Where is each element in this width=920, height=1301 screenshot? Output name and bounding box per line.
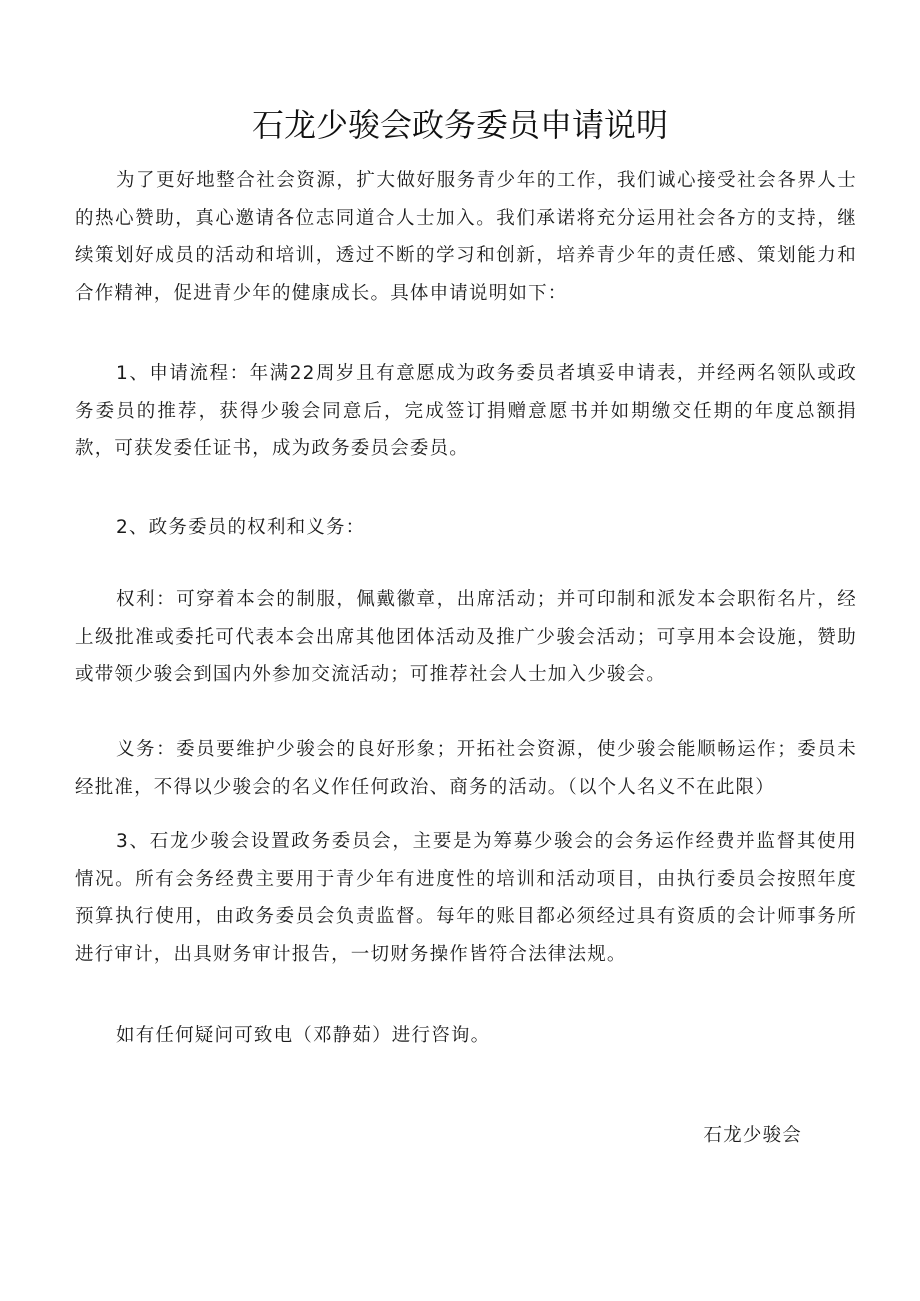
- contact-paragraph: 如有任何疑问可致电（邓静茹）进行咨询。: [116, 1025, 491, 1046]
- rights-duties-heading: 2、政务委员的权利和义务：: [116, 517, 366, 538]
- document-title: 石龙少骏会政务委员申请说明: [251, 106, 668, 144]
- application-process-paragraph: 1、申请流程：年满22周岁且有意愿成为政务委员者填妥申请表，并经两名领队或政务委员的推荐，获得少骏会同意后，完成签订捐赠意愿书并如期缴交任期的年度总额捐款，可获发委任证书，成为政务委员会委员。: [75, 363, 857, 459]
- rights-paragraph: 权利：可穿着本会的制服，佩戴徽章，出席活动；并可印制和派发本会职衔名片，经上级批准或委托可代表本会出席其他团体活动及推广少骏会活动；可享用本会设施，赞助或带领少骏会到国内外参加交流活动；可推荐社会人士加入少骏会。: [75, 589, 857, 685]
- committee-paragraph: 3、石龙少骏会设置政务委员会，主要是为筹募少骏会的会务运作经费并监督其使用情况。所有会务经费主要用于青少年有进度性的培训和活动项目，由执行委员会按照年度预算执行使用，由政务委员会负责监督。每年的账目都必须经过具有资质的会计师事务所进行审计，出具财务审计报告，一切财务操作皆符合法律法规。: [75, 831, 857, 965]
- signature: 石龙少骏会: [703, 1125, 802, 1146]
- intro-paragraph: 为了更好地整合社会资源，扩大做好服务青少年的工作，我们诚心接受社会各界人士的热心赞助，真心邀请各位志同道合人士加入。我们承诺将充分运用社会各方的支持，继续策划好成员的活动和培训，透过不断的学习和创新，培养青少年的责任感、策划能力和合作精神，促进青少年的健康成长。具体申请说明如下：: [75, 170, 857, 304]
- duties-paragraph: 义务：委员要维护少骏会的良好形象；开拓社会资源，使少骏会能顺畅运作；委员未经批准，不得以少骏会的名义作任何政治、商务的活动。（以个人名义不在此限）: [75, 739, 857, 798]
